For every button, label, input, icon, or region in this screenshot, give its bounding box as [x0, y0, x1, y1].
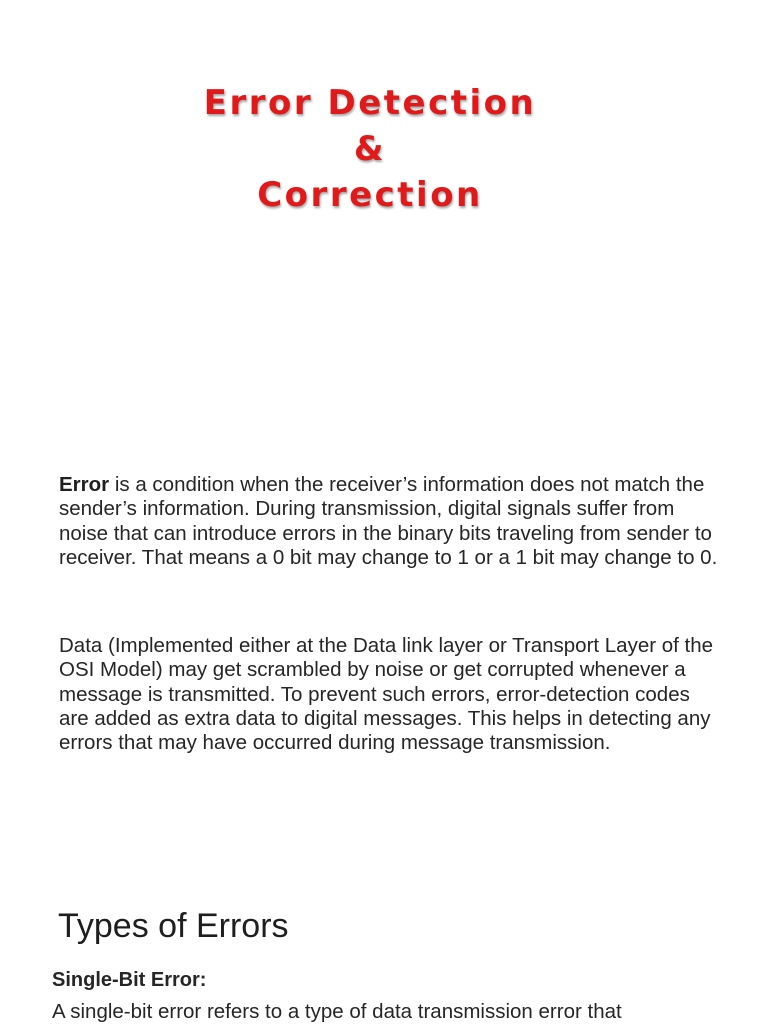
- single-bit-error-heading: Single-Bit Error:: [52, 969, 207, 991]
- title-line-1: Error Detection: [203, 83, 537, 123]
- title-line-3: Correction: [257, 175, 483, 215]
- intro-paragraph-1-text: is a condition when the receiver’s information does not match the sender’s information. During transmission, digital signals suffer from noise that can introduce errors in the binary bits traveling from sender to receiver. That means a 0 bit may change to 1 or a 1 bit may change to 0.: [59, 473, 718, 569]
- single-bit-error-text: A single-bit error refers to a type of data transmission error that: [52, 1000, 622, 1023]
- document-title: [0, 80, 740, 218]
- intro-paragraph-1: [59, 473, 719, 570]
- error-term: Error: [59, 473, 110, 496]
- types-of-errors-heading: Types of Errors: [58, 907, 289, 945]
- intro-paragraph-2: Data (Implemented either at the Data link layer or Transport Layer of the OSI Model) may get scrambled by noise or get corrupted whenever a message is transmitted. To prevent such errors, error-detection codes are added as extra data to digital messages. This helps in detecting any errors that may have occurred during message transmission.: [59, 634, 714, 755]
- title-line-2: &: [353, 129, 387, 169]
